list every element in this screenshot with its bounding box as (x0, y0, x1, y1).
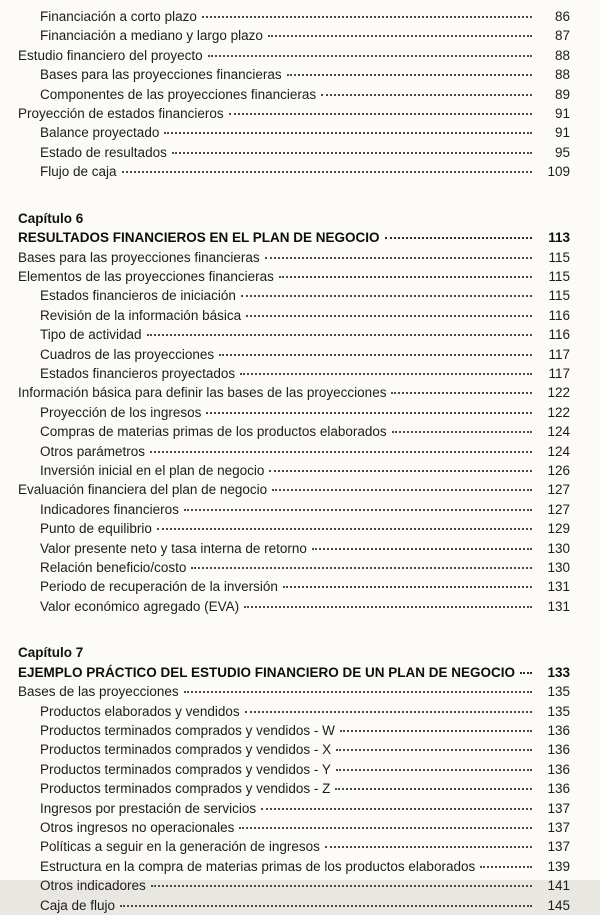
entry-title: Punto de equilibrio (40, 521, 152, 537)
dot-leader (520, 672, 532, 674)
dot-leader (283, 586, 532, 588)
dot-leader (336, 769, 532, 771)
page-number: 115 (548, 249, 570, 265)
toc-entry (18, 442, 570, 461)
page-number: 117 (548, 346, 570, 362)
toc-entry (18, 162, 570, 181)
dot-leader (335, 788, 532, 790)
entry-title: Productos terminados comprados y vendidos - W (40, 723, 335, 738)
toc-entry (18, 779, 570, 798)
page-number: 88 (554, 67, 570, 83)
dot-leader (229, 113, 532, 115)
toc-entry (18, 500, 570, 519)
entry-title: Indicadores financieros (40, 501, 179, 517)
toc-entry (18, 7, 570, 26)
page-number: 136 (547, 742, 570, 758)
toc-entry (18, 519, 570, 538)
dot-leader (202, 16, 532, 18)
dot-leader (208, 55, 532, 57)
entry-title: Proyección de estados financieros (18, 106, 224, 122)
toc-entry (18, 65, 570, 84)
page-number: 124 (547, 443, 570, 459)
entry-title: Estado de resultados (40, 144, 167, 160)
dot-leader (321, 94, 532, 96)
page-number: 113 (548, 230, 570, 246)
entry-title: Compras de materias primas de los productos elaborados (40, 424, 387, 440)
toc-entry (18, 267, 570, 286)
page-number: 116 (548, 307, 570, 323)
chapter-label: Capítulo 6 (18, 210, 84, 226)
dot-leader (392, 431, 532, 433)
toc-entry (18, 682, 570, 701)
dot-leader (147, 334, 532, 336)
toc-entry (18, 85, 570, 104)
dot-leader (184, 691, 532, 693)
chapter-title: EJEMPLO PRÁCTICO DEL ESTUDIO FINANCIERO DE UN PLAN DE NEGOCIO (18, 664, 516, 680)
dot-leader (480, 866, 532, 868)
toc-entry (18, 403, 570, 422)
dot-leader (151, 885, 532, 887)
entry-title: Inversión inicial en el plan de negocio (40, 463, 265, 479)
dot-leader (272, 489, 532, 491)
toc-entry (18, 818, 570, 837)
page-number: 115 (548, 288, 570, 304)
dot-leader (391, 392, 532, 394)
toc-entry (18, 143, 570, 162)
page-number: 141 (547, 878, 570, 894)
page-number: 136 (547, 761, 570, 777)
entry-title: Productos elaborados y vendidos (40, 703, 240, 719)
chapter-title-row (18, 663, 570, 682)
toc-entry (18, 577, 570, 596)
toc-entry (18, 306, 570, 325)
page-number: 86 (554, 9, 570, 24)
toc-entry (18, 760, 570, 779)
dot-leader (239, 827, 532, 829)
entry-title: Revisión de la información básica (40, 307, 242, 323)
chapter-label: Capítulo 7 (18, 645, 84, 661)
toc-entry (18, 740, 570, 759)
page-number: 109 (547, 164, 570, 180)
entry-title: Elementos de las proyecciones financieras (18, 268, 274, 284)
page-number: 137 (547, 820, 570, 836)
chapter-section (18, 209, 570, 617)
page-number: 89 (554, 86, 570, 102)
page-number: 122 (547, 404, 570, 420)
toc-list (18, 7, 570, 915)
toc-entry (18, 857, 570, 876)
toc-entry (18, 702, 570, 721)
page-number: 91 (554, 125, 570, 141)
toc-entry (18, 480, 570, 499)
dot-leader (241, 295, 532, 297)
toc-entry (18, 422, 570, 441)
chapter-section (18, 643, 570, 915)
page-number: 137 (547, 839, 570, 855)
dot-leader (157, 528, 532, 530)
page-number: 91 (554, 106, 570, 122)
dot-leader (265, 257, 532, 259)
entry-title: Balance proyectado (40, 125, 160, 141)
page-number: 116 (548, 327, 570, 343)
entry-title: Cuadros de las proyecciones (40, 346, 215, 362)
dot-leader (287, 74, 532, 76)
entry-title: Bases para las proyecciones financieras (40, 67, 282, 83)
toc-entry (18, 539, 570, 558)
entry-title: Evaluación financiera del plan de negocio (18, 482, 268, 498)
page-number: 115 (548, 268, 570, 284)
entry-title: Valor presente neto y tasa interna de retorno (40, 540, 307, 556)
dot-leader (164, 132, 532, 134)
page-number: 122 (547, 385, 570, 401)
toc-entry (18, 248, 570, 267)
page-number: 127 (547, 501, 570, 517)
page-number: 137 (547, 800, 570, 816)
toc-entry (18, 383, 570, 402)
page-number: 131 (547, 579, 570, 595)
entry-title: Productos terminados comprados y vendidos - Y (40, 761, 331, 777)
toc-entry (18, 104, 570, 123)
dot-leader (268, 35, 532, 37)
entry-title: Estudio financiero del proyecto (18, 47, 203, 63)
chapter-title: RESULTADOS FINANCIEROS EN EL PLAN DE NEGOCIO (18, 230, 380, 246)
toc-entry (18, 123, 570, 142)
toc-entry (18, 461, 570, 480)
toc-entry (18, 46, 570, 65)
dot-leader (340, 730, 532, 732)
page-number: 139 (547, 858, 570, 874)
toc-entry (18, 837, 570, 856)
entry-title: Tipo de actividad (40, 327, 142, 343)
page-number: 133 (547, 664, 571, 680)
toc-entry (18, 286, 570, 305)
toc-entry (18, 876, 570, 895)
entry-title: Estados financieros de iniciación (40, 288, 236, 304)
entry-title: Financiación a corto plazo (40, 9, 197, 24)
dot-leader (219, 354, 532, 356)
page-number: 136 (547, 723, 570, 738)
dot-leader (269, 470, 532, 472)
page-number: 117 (548, 366, 570, 381)
toc-entry (18, 364, 570, 383)
entry-title: Relación beneficio/costo (40, 560, 187, 576)
entry-title: Periodo de recuperación de la inversión (40, 579, 278, 595)
toc-entry (18, 345, 570, 364)
entry-title: Información básica para definir las bases de las proyecciones (18, 385, 387, 401)
page-number: 145 (547, 897, 570, 913)
page-number: 130 (547, 540, 570, 556)
dot-leader (245, 711, 532, 713)
entry-title: Productos terminados comprados y vendidos - Z (40, 781, 331, 797)
toc-entry (18, 26, 570, 45)
dot-leader (206, 412, 532, 414)
toc-entry (18, 558, 570, 577)
dot-leader (120, 905, 532, 907)
dot-leader (150, 451, 532, 453)
page-number: 95 (554, 144, 570, 160)
page-number: 130 (547, 560, 570, 576)
entry-title: Estados financieros proyectados (40, 366, 236, 381)
toc-section (18, 7, 570, 182)
dot-leader (246, 315, 532, 317)
toc-entry (18, 597, 570, 616)
entry-title: Productos terminados comprados y vendidos - X (40, 742, 332, 758)
toc-entry (18, 799, 570, 818)
entry-title: Estructura en la compra de materias primas de los productos elaborados (40, 858, 476, 874)
entry-title: Financiación a mediano y largo plazo (40, 28, 263, 44)
page-number: 124 (547, 424, 570, 440)
chapter-title-row (18, 228, 570, 247)
dot-leader (261, 808, 532, 810)
entry-title: Componentes de las proyecciones financieras (40, 86, 317, 102)
entry-title: Flujo de caja (40, 164, 117, 180)
dot-leader (244, 606, 532, 608)
entry-title: Proyección de los ingresos (40, 404, 202, 420)
dot-leader (191, 567, 532, 569)
page-number: 87 (554, 28, 570, 44)
entry-title: Bases para las proyecciones financieras (18, 249, 260, 265)
page-number: 135 (547, 703, 570, 719)
entry-title: Valor económico agregado (EVA) (40, 598, 240, 614)
entry-title: Políticas a seguir en la generación de ingresos (40, 839, 320, 855)
page-number: 136 (547, 781, 570, 797)
dot-leader (172, 152, 532, 154)
entry-title: Otros parámetros (40, 443, 146, 459)
dot-leader (279, 276, 532, 278)
entry-title: Otros indicadores (40, 878, 146, 894)
page-number: 129 (547, 521, 570, 537)
toc-entry (18, 325, 570, 344)
page-number: 126 (547, 463, 570, 479)
page-number: 88 (554, 47, 570, 63)
dot-leader (122, 171, 532, 173)
toc-entry (18, 896, 570, 915)
toc-entry (18, 721, 570, 740)
dot-leader (325, 846, 532, 848)
page-number: 127 (547, 482, 570, 498)
page-number: 131 (547, 598, 570, 614)
dot-leader (240, 373, 532, 375)
entry-title: Caja de flujo (40, 897, 116, 913)
dot-leader (312, 548, 532, 550)
dot-leader (385, 237, 532, 239)
entry-title: Otros ingresos no operacionales (40, 820, 235, 836)
dot-leader (336, 749, 532, 751)
page-number: 135 (547, 684, 570, 700)
entry-title: Ingresos por prestación de servicios (40, 800, 257, 816)
dot-leader (184, 509, 532, 511)
entry-title: Bases de las proyecciones (18, 684, 179, 700)
